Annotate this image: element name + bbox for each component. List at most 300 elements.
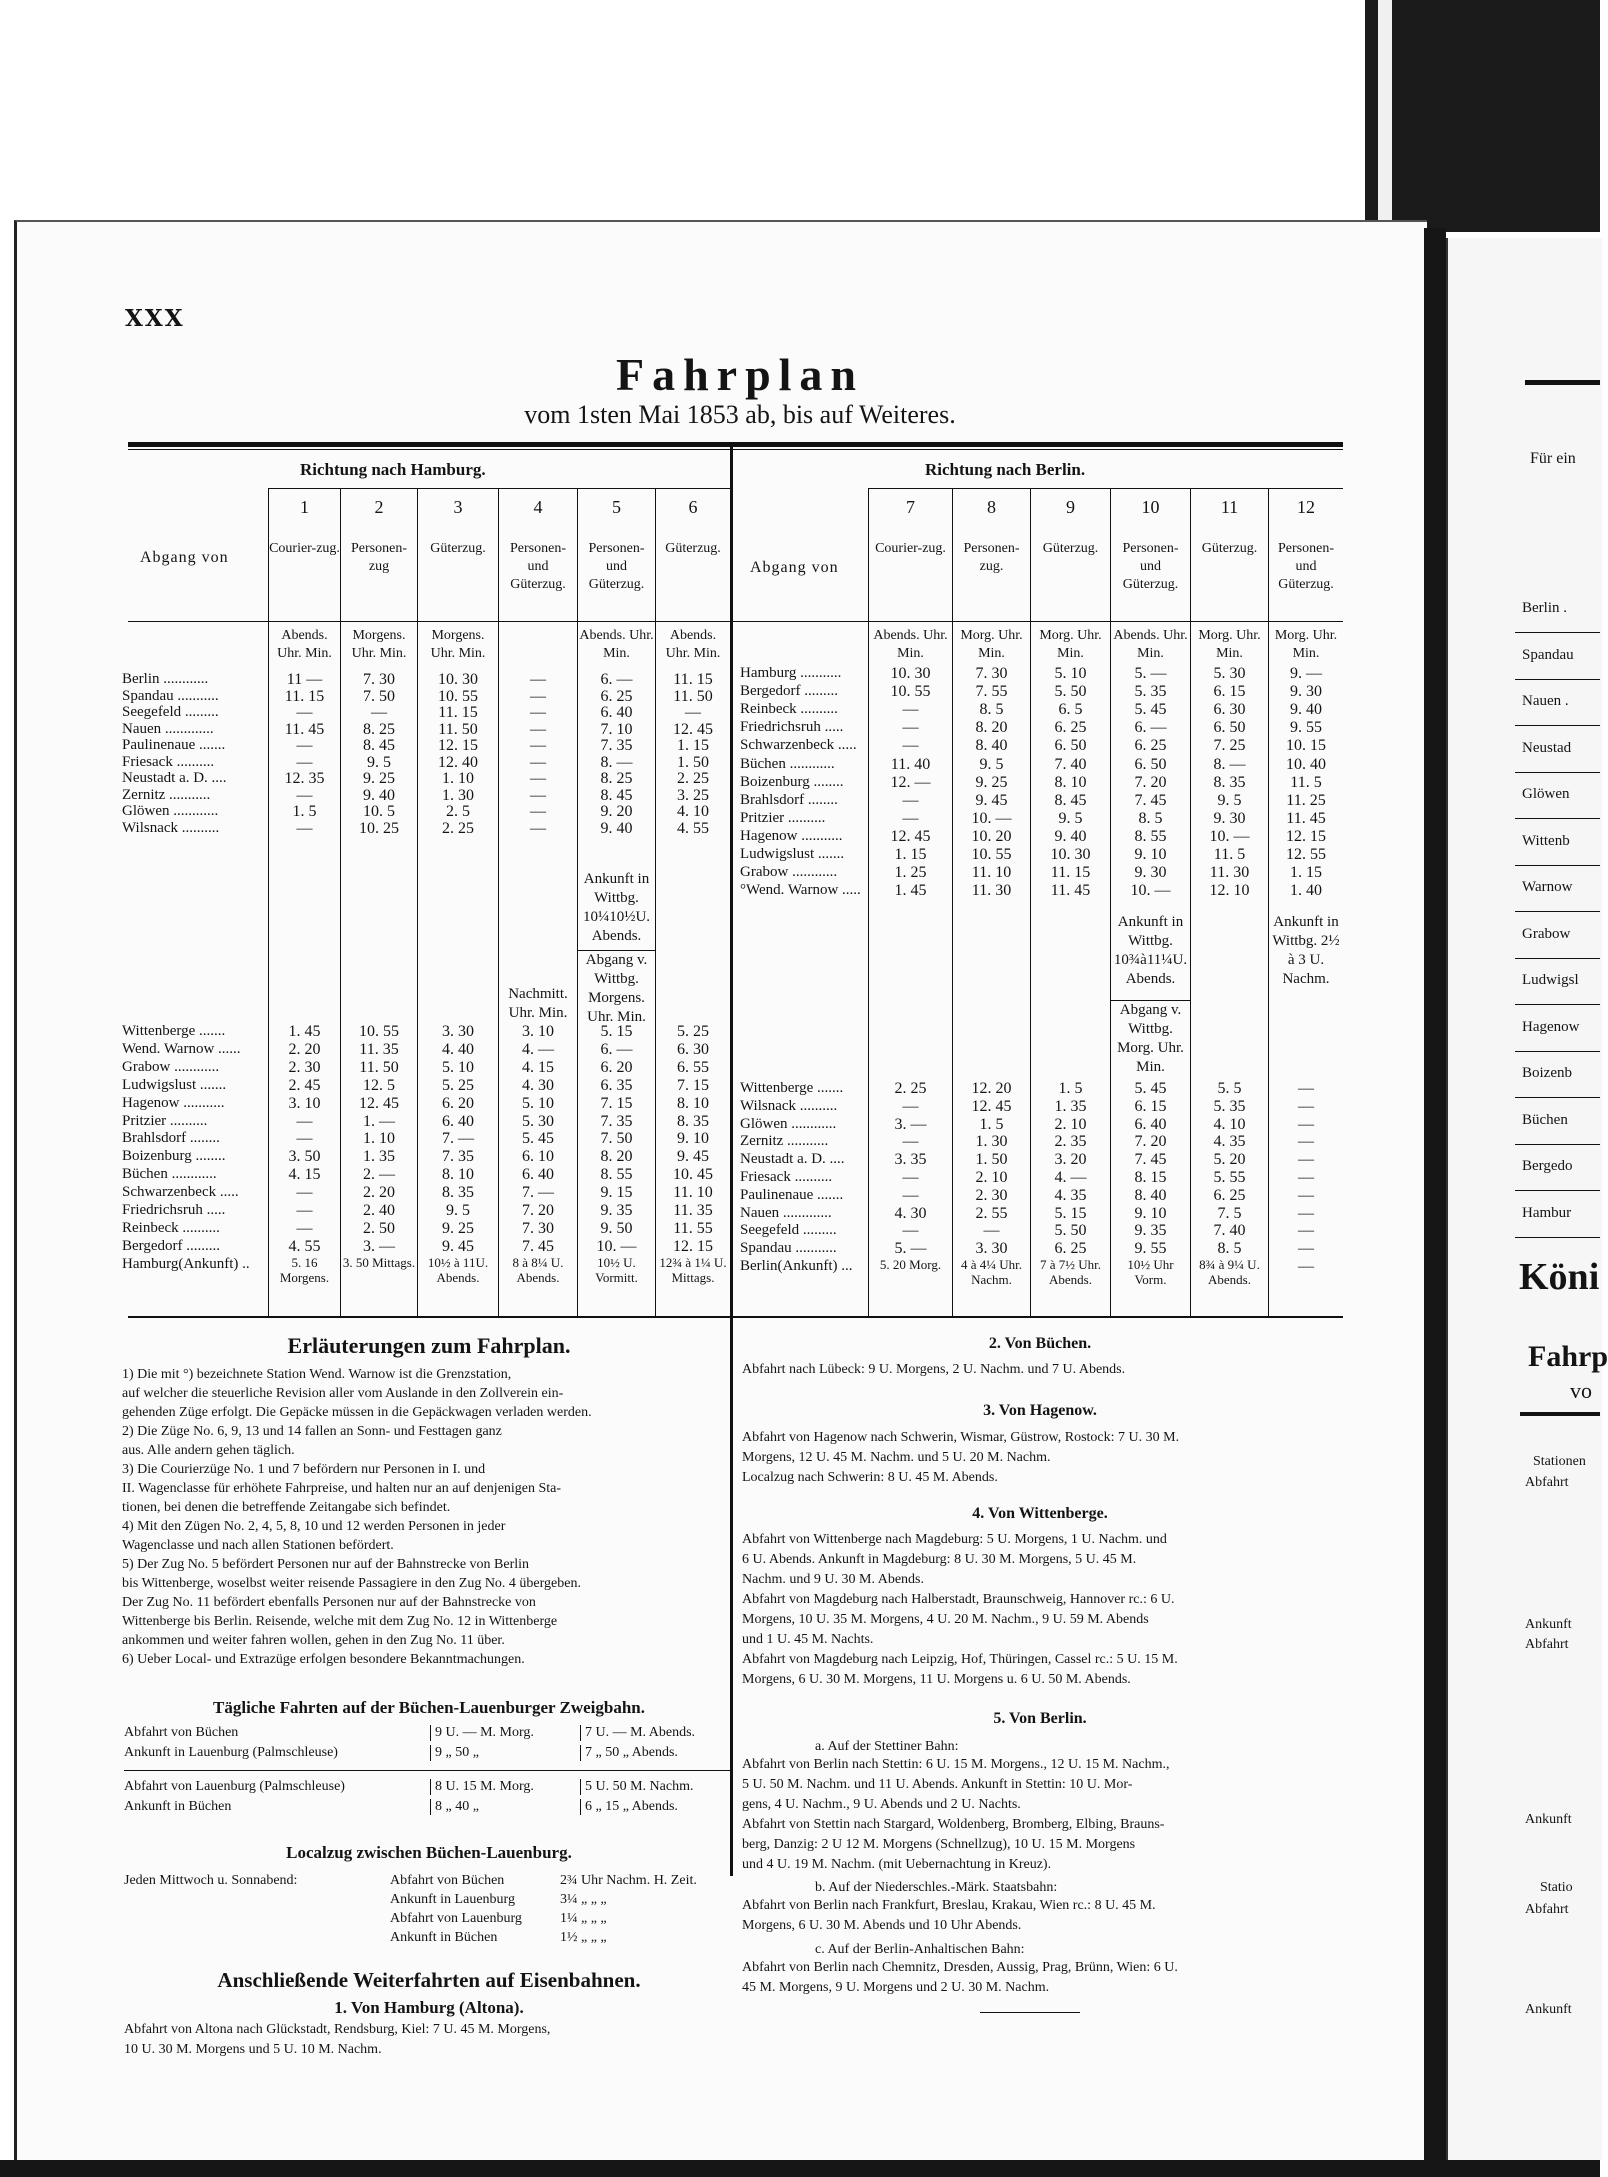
table-cell: 7. 25 (1213, 737, 1246, 755)
table-cell: 11. 45 (1286, 809, 1326, 827)
scan-dark-corner (1365, 0, 1600, 232)
table-row-station: Neustadt a. D. .... (740, 1151, 845, 1168)
table-cell: 6. 40 (442, 1112, 474, 1130)
table-cell: 10. 55 (890, 683, 931, 701)
table-cell: 6. 25 (1134, 737, 1167, 755)
table-cell: 5. 5 (1217, 1080, 1242, 1097)
table-cell: — (296, 704, 313, 721)
table-cell: 6. — (1134, 719, 1167, 737)
facing-rule (1525, 380, 1600, 385)
table-row-station: Paulinenaue ....... (122, 737, 226, 753)
table-row-station: Hamburg ........... (740, 665, 842, 681)
table-cell: 7. 35 (600, 1112, 633, 1130)
table-cell: 5. 35 (1134, 683, 1167, 701)
column-train-type: Personen- und Güterzug. (1278, 541, 1334, 592)
table-cell: 3. 30 (975, 1240, 1008, 1258)
text-line: Abfahrt von Stettin nach Stargard, Woldenberg, Bromberg, Elbing, Brauns- (742, 1817, 1165, 1832)
table-cell: 10. 45 (673, 1166, 713, 1184)
text-line: 3) Die Courierzüge No. 1 und 7 befördern nur Personen in I. und (122, 1462, 486, 1477)
table-cell: 2. 45 (288, 1076, 321, 1094)
table-row-station: Glöwen ............ (122, 803, 219, 819)
facing-station-item: Ludwigsl (1522, 972, 1579, 988)
table-cell: 9. 55 (1134, 1240, 1167, 1258)
branch-row-time-a: 8 „ 40 „ (430, 1799, 479, 1815)
table-cell: 9. 10 (1134, 846, 1167, 863)
table-row-station: Wittenberge ....... (122, 1023, 226, 1039)
table-cell: 4. 55 (288, 1237, 321, 1255)
text-line: Morgens, 12 U. 45 M. Nachm. und 5 U. 20 M. Nachm. (742, 1450, 1051, 1465)
scan-light-strip (1378, 0, 1392, 228)
table-cell: — (1298, 1258, 1314, 1275)
table-cell: — (902, 809, 919, 827)
table-cell: 1. 50 (975, 1151, 1008, 1169)
table-cell: 5. 16 Morgens. (279, 1254, 330, 1285)
table-cell: 8. 55 (1134, 827, 1167, 845)
table-row-station: Friesack .......... (122, 753, 215, 770)
table-cell: — (530, 720, 546, 738)
table-cell: 5. 20 (1213, 1151, 1246, 1169)
branch-row-time-a: 9 U. — M. Morg. (430, 1725, 534, 1741)
facing-station-item: Neustad (1522, 739, 1572, 756)
table-cell: 8 à 8¼ U. Abends. (512, 1254, 564, 1285)
table-cell: 11. 50 (438, 720, 478, 738)
table-cell: 1. 45 (288, 1023, 321, 1040)
table-cell: — (530, 704, 546, 721)
table-cell: 4. 35 (1213, 1133, 1246, 1151)
table-cell: — (530, 753, 546, 771)
table-cell: 10. 40 (1286, 755, 1326, 773)
table-cell: 3. 35 (894, 1151, 927, 1169)
table-cell: — (296, 737, 313, 754)
facing-stations: Stationen (1533, 1454, 1586, 1469)
table-cell: 1. 35 (1054, 1097, 1087, 1115)
table-cell: 7. 15 (677, 1076, 709, 1094)
table-cell: 8. 25 (600, 770, 633, 787)
wittenberge-heading: 4. Von Wittenberge. (972, 1505, 1108, 1522)
table-cell: 9. 5 (979, 755, 1004, 773)
table-cell: 5. 25 (677, 1023, 709, 1040)
table-cell: 1. 35 (363, 1148, 395, 1166)
table-cell: 7. 55 (975, 683, 1008, 701)
facing-row-rule (1515, 725, 1600, 726)
text-line: Morgens, 10 U. 35 M. Morgens, 4 U. 20 M. Nachm., 9 U. 59 M. Abends (742, 1612, 1149, 1627)
stettin-text (742, 1755, 1342, 1875)
table-cell: 6. 40 (600, 704, 633, 721)
table-cell: 1. 30 (442, 786, 474, 804)
berlin-header-rule (733, 621, 1343, 622)
table-row-station: Glöwen ............ (740, 1115, 837, 1132)
table-cell: 7. 50 (600, 1130, 633, 1148)
table-cell: 10. 15 (1286, 737, 1326, 755)
table-cell: — (902, 1222, 919, 1240)
table-cell: 6. 50 (1134, 755, 1167, 773)
table-row-station: Nauen ............. (740, 1204, 832, 1221)
facing-abfahrt-3: Abfahrt (1525, 1902, 1569, 1917)
table-row-station: Spandau ........... (122, 687, 219, 704)
table-cell: 3. 10 (288, 1094, 321, 1112)
facing-row-rule (1515, 865, 1600, 866)
table-cell: 9. 40 (1054, 827, 1087, 845)
table-cell: — (902, 1133, 919, 1151)
table-cell: 8. 35 (1213, 773, 1246, 791)
table-cell: 6. 40 (1134, 1115, 1167, 1133)
table-cell: 12. — (890, 773, 931, 791)
page-subtitle: vom 1sten Mai 1853 ab, bis auf Weiteres. (524, 400, 956, 429)
table-cell: 5. 30 (1213, 665, 1246, 682)
table-cell: 11. 15 (284, 687, 325, 705)
table-row-station: Seegefeld ......... (122, 704, 219, 720)
table-cell: 5. — (1134, 665, 1167, 682)
table-cell: — (902, 1169, 919, 1186)
table-cell: 11. 40 (890, 755, 931, 773)
table-cell: — (1298, 1240, 1314, 1258)
table-cell: 2. 20 (288, 1040, 321, 1058)
facing-stations-2: Statio (1540, 1880, 1573, 1895)
table-cell: 1. 10 (363, 1130, 395, 1148)
table-cell: 8. 40 (1134, 1186, 1167, 1204)
table-cell: 5. 50 (1054, 1222, 1087, 1240)
local-row-time: 1¼ „ „ „ (560, 1911, 607, 1926)
table-cell: 8. — (1213, 755, 1246, 773)
facing-station-item: Hambur (1522, 1204, 1572, 1221)
column-number: 2 (374, 497, 384, 517)
facing-ankunft: Ankunft (1525, 1617, 1572, 1632)
column-number: 8 (987, 497, 996, 517)
column-time-unit: Morg. Uhr. Min. (960, 628, 1023, 661)
facing-station-item: Hagenow (1522, 1018, 1580, 1035)
local-train-prefix: Jeden Mittwoch u. Sonnabend: (124, 1873, 298, 1888)
table-cell: 9. 20 (600, 803, 633, 820)
text-line: 1) Die mit °) bezeichnete Station Wend. Warnow ist die Grenzstation, (122, 1367, 512, 1382)
column-time-unit: Abends. Uhr. Min. (873, 628, 948, 661)
table-row-station: Hagenow ........... (740, 827, 843, 844)
table-cell: 10. 20 (971, 827, 1012, 845)
table-cell: 11. 55 (673, 1219, 713, 1237)
table-cell: 7. 30 (975, 665, 1008, 682)
facing-station-item: Spandau (1522, 646, 1574, 663)
end-rule (980, 2012, 1080, 2013)
table-cell: 6. 55 (677, 1058, 709, 1076)
anhalt-subheading: c. Auf der Berlin-Anhaltischen Bahn: (815, 1942, 1025, 1957)
table-row-station: Brahlsdorf ........ (740, 791, 838, 808)
table-row-station: Bergedorf ......... (740, 683, 839, 700)
table-cell: 7. 20 (1134, 1133, 1167, 1151)
table-cell: 9. 5 (1217, 791, 1242, 809)
table-row-station: Neustadt a. D. .... (122, 770, 227, 786)
table-cell: 12. 5 (363, 1076, 395, 1094)
facing-station-item: Wittenb (1522, 832, 1570, 849)
table-row-station: Nauen ............. (122, 720, 214, 737)
branch-row-time-b: 5 U. 50 M. Nachm. (580, 1779, 694, 1795)
table-cell: 7. 35 (442, 1148, 474, 1166)
table-cell: — (1298, 1222, 1314, 1240)
table-cell: — (1298, 1169, 1314, 1186)
table-cell: — (1298, 1151, 1314, 1169)
table-cell: 12. 45 (673, 720, 713, 738)
table-cell: 5. 35 (1213, 1097, 1246, 1115)
table-cell: 8. 45 (600, 786, 633, 804)
table-cell: — (296, 1202, 313, 1219)
table-row-station: Wilsnack .......... (740, 1097, 838, 1114)
table-cell: — (296, 1184, 313, 1202)
column-time-unit: Abends. Uhr. Min. (277, 628, 332, 661)
table-cell: 10½ U. Vormitt. (595, 1254, 638, 1285)
table-cell: 7. 45 (1134, 1151, 1167, 1169)
table-cell: 1. 30 (975, 1133, 1008, 1151)
table-cell: 8. — (600, 753, 633, 771)
table-row-station: Hagenow ........... (122, 1094, 225, 1111)
facing-row-rule (1515, 1190, 1600, 1191)
table-cell: 8. 45 (363, 737, 395, 754)
table-cell: 11. 45 (284, 720, 325, 738)
table-cell: — (530, 786, 546, 804)
table-cell: 10. 25 (359, 819, 399, 837)
table-cell: 4. 35 (1054, 1186, 1087, 1204)
column-time-unit: Abends. Uhr. Min. (665, 628, 721, 661)
table-cell: 1. 5 (1058, 1080, 1083, 1097)
column-time-unit: Abends. Uhr. Min. (1113, 628, 1188, 661)
branch-row-time-b: 7 „ 50 „ Abends. (580, 1745, 678, 1761)
hamburg-direction-heading: Richtung nach Hamburg. (300, 460, 486, 479)
local-row-label: Abfahrt von Büchen (390, 1873, 505, 1888)
table-row-station: Friesack .......... (740, 1169, 833, 1185)
branch-separator (124, 1770, 730, 1771)
table-cell: 5. 45 (1134, 1080, 1167, 1097)
table-cell: 12. 15 (1286, 827, 1326, 845)
table-cell: 8¾ à 9¼ U. Abends. (1199, 1257, 1260, 1287)
table-cell: 5. 50 (1054, 683, 1087, 701)
table-cell: 2. 30 (288, 1058, 321, 1076)
table-cell: 4. 55 (677, 819, 709, 837)
table-row-station: Ludwigslust ....... (740, 846, 845, 862)
table-cell: — (371, 704, 387, 721)
table-cell: 11. 5 (1290, 773, 1322, 791)
column-number: 6 (688, 497, 698, 517)
table-cell: 9. 25 (442, 1219, 474, 1237)
table-cell: 1. 25 (894, 864, 927, 882)
facing-row-rule (1515, 1051, 1600, 1052)
facing-station-item: Bergedo (1522, 1158, 1573, 1174)
text-line: Abfahrt von Berlin nach Frankfurt, Breslau, Krakau, Wien rc.: 8 U. 45 M. (742, 1898, 1156, 1913)
text-line: Abfahrt von Wittenberge nach Magdeburg: 5 U. Morgens, 1 U. Nachm. und (742, 1532, 1167, 1547)
scan-bottom-edge (0, 2160, 1600, 2177)
table-cell: 7. 5 (1217, 1204, 1242, 1222)
table-row-station: Grabow ............ (740, 864, 838, 881)
text-line: auf welcher die steuerliche Revision aller vom Auslande in den Zollverein ein- (122, 1386, 564, 1401)
column-train-type: Personen-zug (351, 541, 407, 574)
table-cell: 7. 30 (522, 1219, 554, 1237)
table-cell: 9. 40 (363, 786, 395, 804)
text-line: Abfahrt von Berlin nach Chemnitz, Dresden, Aussig, Prag, Brünn, Wien: 6 U. (742, 1960, 1178, 1975)
text-line: Abfahrt von Magdeburg nach Halberstadt, Braunschweig, Hannover rc.: 6 U. (742, 1592, 1175, 1607)
column-number: 11 (1220, 497, 1239, 517)
text-line: aus. Alle andern gehen täglich. (122, 1443, 295, 1458)
connections-title: Anschließende Weiterfahrten auf Eisenbahnen. (217, 1968, 641, 1992)
table-cell: 12. 15 (438, 737, 478, 754)
table-row-station: Hamburg(Ankunft) .. (122, 1255, 250, 1272)
facing-ankunft-2: Ankunft (1525, 1812, 1572, 1827)
table-cell: 6. 25 (1213, 1186, 1246, 1204)
table-cell: 10. 55 (359, 1023, 399, 1040)
table-cell: 12. 20 (971, 1080, 1012, 1097)
text-line: und 4 U. 19 M. Nachm. (mit Uebernachtung in Kreuz). (742, 1857, 1052, 1872)
text-line: Abfahrt von Hagenow nach Schwerin, Wismar, Güstrow, Rostock: 7 U. 30 M. (742, 1430, 1180, 1445)
table-row-station: Friedrichsruh ..... (122, 1202, 226, 1218)
table-cell: 6. 15 (1134, 1097, 1167, 1115)
table-row-station: Büchen ............ (122, 1166, 217, 1183)
table-cell: 5. 10 (522, 1094, 554, 1112)
table-cell: 6. 25 (1054, 1240, 1087, 1258)
column-time-unit: Abends. Uhr. Min. (579, 628, 654, 661)
stettin-subheading: a. Auf der Stettiner Bahn: (815, 1739, 959, 1754)
table-cell: 3. 20 (1054, 1151, 1087, 1169)
hamburg-col5-arrival-note: Ankunft in Wittbg. 10¼10½U. Abends. (582, 871, 651, 944)
column-train-type: Personen- und Güterzug. (1122, 541, 1179, 592)
column-number: 12 (1297, 497, 1315, 517)
facing-abfahrt-2: Abfahrt (1525, 1637, 1569, 1652)
table-cell: 5. — (894, 1240, 927, 1258)
text-line: bis Wittenberge, woselbst weiter reisende Passagiere in den Zug No. 4 übergeben. (122, 1576, 581, 1591)
facing-ankunft-3: Ankunft (1525, 2002, 1572, 2017)
text-line: 10 U. 30 M. Morgens und 5 U. 10 M. Nachm. (124, 2042, 382, 2057)
table-cell: 9. 35 (1134, 1222, 1167, 1240)
text-line: Morgens, 6 U. 30 M. Morgens, 11 U. Morgens u. 6 U. 50 M. Abends. (742, 1672, 1131, 1687)
branch-row-time-a: 8 U. 15 M. Morg. (430, 1779, 534, 1795)
table-cell: 4. 30 (894, 1204, 927, 1222)
table-cell: 11. 15 (438, 704, 478, 721)
berlin-col10-arrival-note: Ankunft in Wittbg. 10¾à11¼U. Abends. (1113, 914, 1188, 987)
facing-subheading: Fahrp (1528, 1340, 1608, 1373)
table-cell: 11. 15 (673, 671, 713, 688)
table-cell: 4. 15 (288, 1166, 321, 1184)
table-cell: 6. 25 (600, 687, 633, 705)
local-row-time: 3¼ „ „ „ (560, 1892, 607, 1907)
table-cell: — (296, 819, 313, 837)
page-number: XXX (125, 305, 185, 332)
table-cell: 9. 10 (677, 1130, 709, 1148)
table-cell: — (902, 791, 919, 809)
facing-abfahrt: Abfahrt (1525, 1475, 1569, 1490)
table-cell: 9. 40 (600, 819, 633, 837)
column-number: 10 (1141, 497, 1160, 517)
table-cell: 3. 30 (442, 1023, 474, 1040)
table-cell: 12. 10 (1209, 882, 1250, 900)
table-cell: 8. 25 (363, 720, 395, 738)
hamburg-heading-rule (268, 488, 730, 489)
table-bottom-rule (128, 1316, 1343, 1318)
table-cell: 8. 15 (1134, 1169, 1167, 1186)
table-cell: 7. 30 (363, 671, 395, 688)
table-cell: 4. 10 (1213, 1115, 1246, 1133)
table-cell: — (530, 671, 546, 688)
berlin-col10-departure-note: Abgang v. Wittbg. Morg. Uhr. Min. (1111, 1000, 1190, 1077)
facing-row-rule (1515, 679, 1600, 680)
table-row-station: Wilsnack .......... (122, 819, 220, 836)
table-cell: 7. 40 (1054, 755, 1087, 773)
table-cell: 1. 40 (1290, 882, 1322, 900)
table-cell: 6. 30 (677, 1040, 709, 1058)
table-cell: 6. 5 (1058, 701, 1083, 719)
text-line: ankommen und weiter fahren wollen, gehen in den Zug No. 11 über. (122, 1633, 505, 1648)
table-row-station: Friedrichsruh ..... (740, 719, 844, 736)
table-cell: 4 à 4¼ Uhr. Nachm. (960, 1257, 1023, 1287)
facing-station-item: Berlin . (1522, 600, 1567, 616)
table-cell: 12. 45 (359, 1094, 399, 1112)
facing-heading: Köni (1519, 1256, 1600, 1298)
table-cell: — (296, 1112, 313, 1130)
table-cell: 2. 35 (1054, 1133, 1087, 1151)
table-cell: — (1298, 1204, 1314, 1222)
hagenow-heading: 3. Von Hagenow. (983, 1402, 1097, 1419)
buechen-text (742, 1360, 1342, 1380)
table-cell: 10. 30 (890, 665, 931, 682)
column-train-type: Güterzug. (430, 541, 486, 556)
table-row-station: Büchen ............ (740, 755, 835, 772)
table-row-station: Brahlsdorf ........ (122, 1130, 220, 1147)
table-row-station: Berlin ............ (122, 671, 209, 687)
table-cell: 12. 40 (438, 753, 478, 771)
table-cell: 8. 5 (1217, 1240, 1242, 1258)
table-cell: 4. 40 (442, 1040, 474, 1058)
branch-row-label: Ankunft in Lauenburg (Palmschleuse) (124, 1745, 338, 1760)
table-row-station: Grabow ............ (122, 1058, 220, 1075)
local-row-label: Ankunft in Lauenburg (390, 1892, 515, 1907)
table-cell: — (1298, 1133, 1314, 1151)
branch-row-time-a: 9 „ 50 „ (430, 1745, 479, 1761)
table-cell: 9. 45 (975, 791, 1008, 809)
text-line: Localzug nach Schwerin: 8 U. 45 M. Abends. (742, 1470, 998, 1485)
table-cell: 7. 10 (600, 720, 633, 738)
table-cell: 2. 40 (363, 1202, 395, 1219)
table-cell: — (902, 1097, 919, 1115)
branch-row-time-b: 7 U. — M. Abends. (580, 1725, 695, 1741)
table-cell: 9. 15 (600, 1184, 633, 1202)
column-number: 9 (1066, 497, 1075, 517)
table-top-rule-thin (128, 449, 1343, 450)
column-train-type: Personen- und Güterzug. (588, 541, 645, 592)
table-cell: 8. 10 (1054, 773, 1087, 791)
table-cell: — (983, 1222, 1000, 1240)
text-line: Wagenclasse und nach allen Stationen befördert. (122, 1538, 394, 1553)
table-cell: — (1298, 1115, 1314, 1133)
table-cell: 10. — (971, 809, 1012, 827)
facing-row-rule (1515, 818, 1600, 819)
facing-station-item: Glöwen (1522, 786, 1570, 802)
text-line: 4) Mit den Zügen No. 2, 4, 5, 8, 10 und 12 werden Personen in jeder (122, 1519, 506, 1534)
facing-row-rule (1515, 772, 1600, 773)
table-cell: 9. 30 (1213, 809, 1246, 827)
table-cell: 9. 25 (363, 770, 395, 787)
table-cell: 8. 40 (975, 737, 1008, 755)
text-line: gehenden Züge erfolgt. Die Gepäcke müssen in die Gepäckwagen verladen werden. (122, 1405, 592, 1420)
table-cell: 1. — (363, 1112, 395, 1130)
table-cell: 9. 5 (367, 753, 391, 771)
table-cell: 2. 5 (446, 803, 470, 820)
table-cell: — (296, 1130, 313, 1148)
table-cell: 12. 45 (971, 1097, 1012, 1115)
local-train-title: Localzug zwischen Büchen-Lauenburg. (286, 1843, 572, 1862)
staatsbahn-subheading: b. Auf der Niederschles.-Märk. Staatsbahn: (815, 1880, 1058, 1895)
text-line: Wittenberge bis Berlin. Reisende, welche mit dem Zug No. 12 in Wittenberge (122, 1614, 558, 1629)
table-cell: 3. — (363, 1237, 395, 1255)
table-cell: 11. 30 (971, 882, 1012, 900)
column-train-type: Güterzug. (665, 541, 721, 556)
table-cell: 1. 15 (677, 737, 709, 754)
table-cell: 11. 15 (1050, 864, 1091, 882)
text-line: Abfahrt nach Lübeck: 9 U. Morgens, 2 U. Nachm. und 7 U. Abends. (742, 1362, 1126, 1377)
wittenberge-text (742, 1530, 1342, 1690)
berlin-station-header: Abgang von (750, 559, 839, 576)
